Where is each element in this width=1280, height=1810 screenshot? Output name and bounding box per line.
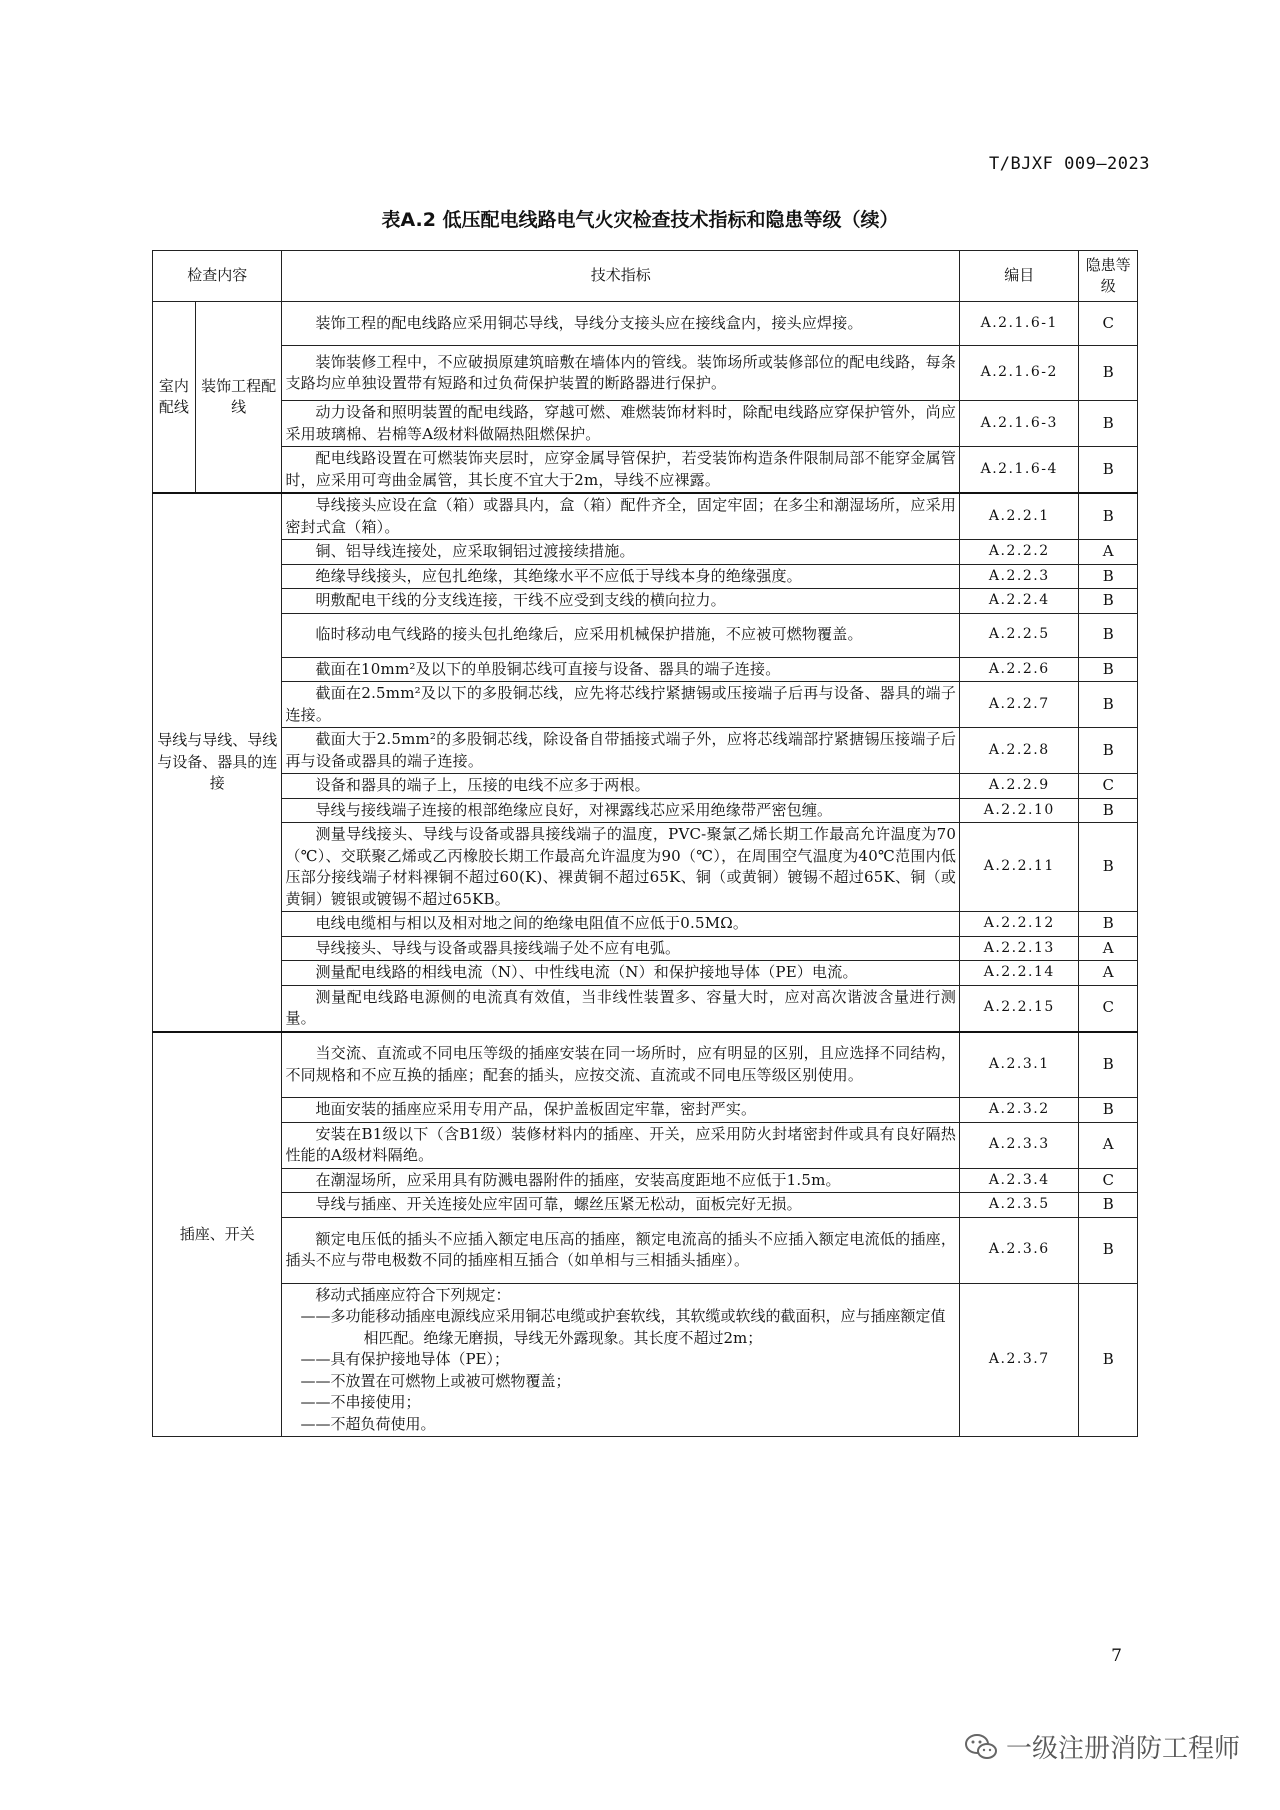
row-code: A.2.3.6 xyxy=(960,1217,1079,1283)
row-indicator: 临时移动电气线路的接头包扎绝缘后，应采用机械保护措施，不应被可燃物覆盖。 xyxy=(282,613,960,657)
list-item: ——不放置在可燃物上或被可燃物覆盖； xyxy=(300,1371,571,1390)
table-row xyxy=(153,1168,1138,1193)
row-code: A.2.1.6-3 xyxy=(960,401,1079,447)
list-intro: 移动式插座应符合下列规定： xyxy=(315,1285,511,1304)
table-row xyxy=(153,540,1138,565)
page-number: 7 xyxy=(1111,1646,1122,1666)
spec-table xyxy=(152,250,1138,1437)
row-code: A.2.3.5 xyxy=(960,1193,1079,1218)
row-level: B xyxy=(1079,1283,1138,1437)
table-row xyxy=(153,728,1138,774)
row-indicator: 装饰装修工程中，不应破损原建筑暗敷在墙体内的管线。装饰场所或装修部位的配电线路，每条支路均应单独设置带有短路和过负荷保护装置的断路器进行保护。 xyxy=(282,346,960,401)
row-indicator: 导线接头、导线与设备或器具接线端子处不应有电弧。 xyxy=(282,936,960,961)
table-row xyxy=(153,657,1138,682)
row-level: B xyxy=(1079,912,1138,937)
list-item: ——多功能移动插座电源线应采用铜芯电缆或护套软线，其软缆或软线的截面积，应与插座额定值相匹配。绝缘无磨损，导线无外露现象。其长度不超过2m； xyxy=(300,1307,946,1347)
watermark xyxy=(964,1728,1240,1765)
row-level: B xyxy=(1079,613,1138,657)
table-row xyxy=(153,1283,1138,1437)
row-code: A.2.2.9 xyxy=(960,774,1079,799)
row-level: B xyxy=(1079,447,1138,494)
row-code: A.2.1.6-1 xyxy=(960,302,1079,346)
table-row xyxy=(153,1098,1138,1123)
row-indicator: 铜、铝导线连接处，应采取铜铝过渡接续措施。 xyxy=(282,540,960,565)
row-code: A.2.2.1 xyxy=(960,493,1079,540)
row-indicator: 测量导线接头、导线与设备或器具接线端子的温度，PVC-聚氯乙烯长期工作最高允许温度为70（℃）、交联聚乙烯或乙丙橡胶长期工作最高允许温度为90（℃），在周围空气温度为40℃范围内低压部分接线端子材料裸铜不超过60(K)、裸黄铜不超过65K、铜（或黄铜）镀锡不超过65K、铜（或黄铜）镀银或镀锡不超过65KB。 xyxy=(282,823,960,912)
table-row xyxy=(153,1032,1138,1098)
row-indicator: 截面大于2.5mm²的多股铜芯线，除设备自带插接式端子外，应将芯线端部拧紧搪锡压接端子后再与设备或器具的端子连接。 xyxy=(282,728,960,774)
row-indicator: 设备和器具的端子上，压接的电线不应多于两根。 xyxy=(282,774,960,799)
table-row xyxy=(153,613,1138,657)
row-indicator: 地面安装的插座应采用专用产品，保护盖板固定牢靠，密封严实。 xyxy=(282,1098,960,1123)
table-header-row xyxy=(153,251,1138,302)
row-level: B xyxy=(1079,682,1138,728)
row-code: A.2.2.8 xyxy=(960,728,1079,774)
row-level: B xyxy=(1079,728,1138,774)
row-level: A xyxy=(1079,961,1138,986)
header-code: 编目 xyxy=(960,251,1079,302)
row-level: B xyxy=(1079,401,1138,447)
row-code: A.2.3.4 xyxy=(960,1168,1079,1193)
row-code: A.2.3.7 xyxy=(960,1283,1079,1437)
row-level: C xyxy=(1079,1168,1138,1193)
row-code: A.2.2.4 xyxy=(960,589,1079,614)
row-indicator: 导线与插座、开关连接处应牢固可靠，螺丝压紧无松动，面板完好无损。 xyxy=(282,1193,960,1218)
row-level: B xyxy=(1079,346,1138,401)
row-indicator: 测量配电线路电源侧的电流真有效值，当非线性装置多、容量大时，应对高次谐波含量进行测量。 xyxy=(282,985,960,1032)
doc-code: T/BJXF 009—2023 xyxy=(988,154,1150,174)
table-row xyxy=(153,936,1138,961)
row-level: B xyxy=(1079,798,1138,823)
row-code: A.2.2.15 xyxy=(960,985,1079,1032)
table-row xyxy=(153,1122,1138,1168)
row-level: B xyxy=(1079,493,1138,540)
row-level: B xyxy=(1079,657,1138,682)
table-row xyxy=(153,302,1138,346)
row-code: A.2.2.14 xyxy=(960,961,1079,986)
row-level: A xyxy=(1079,936,1138,961)
table-row xyxy=(153,1217,1138,1283)
row-code: A.2.2.10 xyxy=(960,798,1079,823)
group-socket: 插座、开关 xyxy=(153,1032,282,1437)
table-row xyxy=(153,401,1138,447)
header-level: 隐患等级 xyxy=(1079,251,1138,302)
row-indicator: 安装在B1级以下（含B1级）装修材料内的插座、开关，应采用防火封堵密封件或具有良好隔热性能的A级材料隔绝。 xyxy=(282,1122,960,1168)
row-code: A.2.2.6 xyxy=(960,657,1079,682)
table-row xyxy=(153,823,1138,912)
row-code: A.2.1.6-2 xyxy=(960,346,1079,401)
header-content: 检查内容 xyxy=(153,251,282,302)
row-code: A.2.2.5 xyxy=(960,613,1079,657)
header-indicator: 技术指标 xyxy=(282,251,960,302)
row-indicator: 当交流、直流或不同电压等级的插座安装在同一场所时，应有明显的区别，且应选择不同结构，不同规格和不应互换的插座；配套的插头，应按交流、直流或不同电压等级区别使用。 xyxy=(282,1032,960,1098)
table-row xyxy=(153,1193,1138,1218)
row-level: B xyxy=(1079,1193,1138,1218)
row-level: C xyxy=(1079,302,1138,346)
table-row xyxy=(153,985,1138,1032)
row-level: B xyxy=(1079,1098,1138,1123)
table-body xyxy=(153,302,1138,1437)
table-row xyxy=(153,589,1138,614)
table-row xyxy=(153,493,1138,540)
table-row xyxy=(153,961,1138,986)
table-title: 表A.2 低压配电线路电气火灾检查技术指标和隐患等级（续） xyxy=(381,209,899,231)
list-item: ——不超负荷使用。 xyxy=(300,1414,436,1433)
row-indicator: 配电线路设置在可燃装饰夹层时，应穿金属导管保护，若受装饰构造条件限制局部不能穿金属管时，应采用可弯曲金属管，其长度不宜大于2m，导线不应裸露。 xyxy=(282,447,960,494)
table-row xyxy=(153,912,1138,937)
row-indicator: 截面在2.5mm²及以下的多股铜芯线，应先将芯线拧紧搪锡或压接端子后再与设备、器具的端子连接。 xyxy=(282,682,960,728)
row-level: C xyxy=(1079,774,1138,799)
row-code: A.2.2.2 xyxy=(960,540,1079,565)
table-row xyxy=(153,798,1138,823)
row-indicator: 装饰工程的配电线路应采用铜芯导线，导线分支接头应在接线盒内，接头应焊接。 xyxy=(282,302,960,346)
row-indicator: 在潮湿场所，应采用具有防溅电器附件的插座，安装高度距地不应低于1.5m。 xyxy=(282,1168,960,1193)
table-row xyxy=(153,447,1138,494)
row-level: B xyxy=(1079,823,1138,912)
row-indicator: 截面在10mm²及以下的单股铜芯线可直接与设备、器具的端子连接。 xyxy=(282,657,960,682)
row-code: A.2.3.2 xyxy=(960,1098,1079,1123)
row-level: B xyxy=(1079,589,1138,614)
row-indicator: 绝缘导线接头，应包扎绝缘，其绝缘水平不应低于导线本身的绝缘强度。 xyxy=(282,564,960,589)
row-level: B xyxy=(1079,1032,1138,1098)
row-indicator: 明敷配电干线的分支线连接，干线不应受到支线的横向拉力。 xyxy=(282,589,960,614)
row-indicator: 动力设备和照明装置的配电线路，穿越可燃、难燃装饰材料时，除配电线路应穿保护管外，尚应采用玻璃棉、岩棉等A级材料做隔热阻燃保护。 xyxy=(282,401,960,447)
watermark-text: 一级注册消防工程师 xyxy=(1005,1734,1240,1764)
row-indicator: 测量配电线路的相线电流（N）、中性线电流（N）和保护接地导体（PE）电流。 xyxy=(282,961,960,986)
row-code: A.2.2.3 xyxy=(960,564,1079,589)
list-item: ——不串接使用； xyxy=(300,1393,421,1411)
row-indicator: 电线电缆相与相以及相对地之间的绝缘电阻值不应低于0.5MΩ。 xyxy=(282,912,960,937)
row-code: A.2.1.6-4 xyxy=(960,447,1079,494)
table-row xyxy=(153,564,1138,589)
row-level: B xyxy=(1079,564,1138,589)
row-code: A.2.2.12 xyxy=(960,912,1079,937)
row-code: A.2.3.3 xyxy=(960,1122,1079,1168)
group-connection: 导线与导线、导线与设备、器具的连接 xyxy=(153,493,282,1032)
table-row xyxy=(153,774,1138,799)
row-code: A.2.2.13 xyxy=(960,936,1079,961)
row-level: C xyxy=(1079,985,1138,1032)
row-indicator xyxy=(282,1283,960,1437)
group-indoor-inner: 装饰工程配线 xyxy=(195,302,282,494)
row-code: A.2.2.7 xyxy=(960,682,1079,728)
row-indicator: 导线接头应设在盒（箱）或器具内，盒（箱）配件齐全，固定牢固；在多尘和潮湿场所，应采用密封式盒（箱）。 xyxy=(282,493,960,540)
row-code: A.2.2.11 xyxy=(960,823,1079,912)
row-level: A xyxy=(1079,540,1138,565)
table-row xyxy=(153,682,1138,728)
row-indicator: 导线与接线端子连接的根部绝缘应良好，对裸露线芯应采用绝缘带严密包缠。 xyxy=(282,798,960,823)
list-item: ——具有保护接地导体（PE）； xyxy=(300,1350,509,1368)
row-level: A xyxy=(1079,1122,1138,1168)
row-level: B xyxy=(1079,1217,1138,1283)
row-indicator: 额定电压低的插头不应插入额定电压高的插座，额定电流高的插头不应插入额定电流低的插座，插头不应与带电极数不同的插座相互插合（如单相与三相插头插座）。 xyxy=(282,1217,960,1283)
group-indoor-outer: 室内配线 xyxy=(153,302,196,494)
wechat-icon xyxy=(964,1733,998,1761)
table-row xyxy=(153,346,1138,401)
row-code: A.2.3.1 xyxy=(960,1032,1079,1098)
